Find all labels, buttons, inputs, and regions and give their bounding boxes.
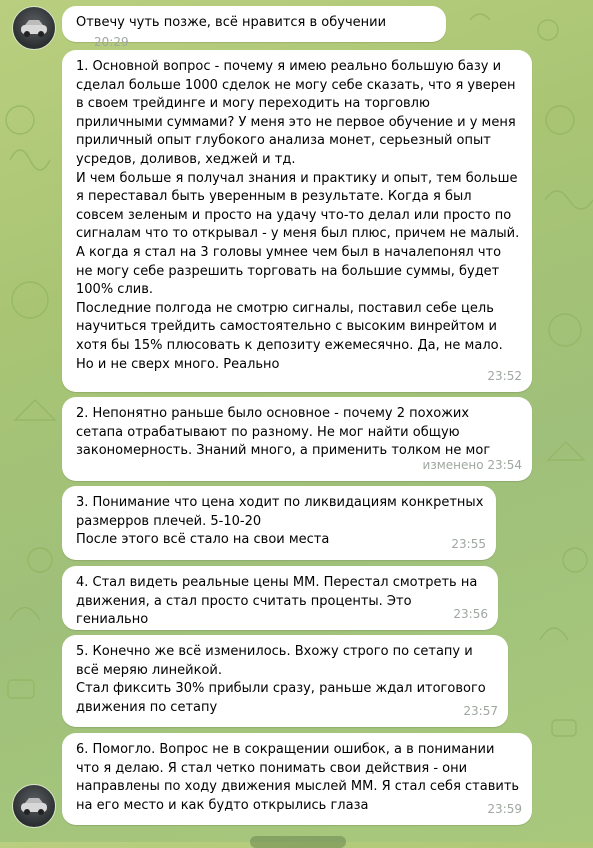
message-bubble[interactable] (62, 6, 446, 49)
message-text: 6. Помогло. Вопрос не в сокращении ошибок, а в понимании что я делаю. Я стал четко понимать свои действия - они направлены по ходу движения мыслей ММ. Я стал себя ставить на его место и как будто открылись глаза (76, 742, 524, 813)
car-avatar-icon (13, 785, 55, 827)
message-text: 3. Понимание что цена ходит по ликвидациям конкретных размерров плечей. 5-10-20 После этого всё стало на свои места (76, 495, 484, 548)
message-time: 23:56 (453, 607, 488, 622)
message-time: 23:54 (487, 458, 522, 473)
message-time: 23:52 (487, 369, 522, 384)
message-text: 1. Основной вопрос - почему я имею реально большую базу и сделал больше 1000 сделок не могу себе сказать, что я уверен в своем трейдинге и могу переходить на торговлю приличными суммами? У меня это не первое обучение и у меня приличный опыт глубокого анализа монет, серьезный опыт усредов, доливов, хеджей и тд. И чем больше я получал знания и практику и опыт, тем больше я переставал быть уверенным в результате. Когда я был совсем зеленым и просто на удачу что-то делал или просто по сигналам что то открывал - у меня был плюс, причем не малый. А когда я стал на 3 головы умнее чем был в началепонял что не могу себе разрешить торговать на большие суммы, будет 100% слив. Последние полгода не смотрю сигналы, поставил себе цель научиться трейдить самостоятельно с высоким винрейтом и хотя бы 15% плюсовать к депозиту ежемесячно. Да, не мало. Но и не сверх много. Реально (76, 59, 520, 372)
message-bubble[interactable] (62, 486, 496, 560)
sender-avatar[interactable] (12, 6, 56, 50)
scroll-to-bottom-pill[interactable] (250, 836, 346, 848)
message-bubble[interactable] (62, 566, 498, 630)
message-text: 2. Непонятно раньше было основное - почему 2 похожих сетапа отрабатывают по разному. Не мог найти общую закономерность. Знаний много, а применить толком не мог (76, 406, 491, 459)
message-text: 4. Стал видеть реальные цены ММ. Перестал смотреть на движения, а стал просто считать проценты. Это гениально (76, 575, 482, 628)
message-bubble[interactable] (62, 397, 532, 481)
message-time: 23:57 (463, 704, 498, 719)
message-bubble[interactable] (62, 50, 532, 392)
message-text: Отвечу чуть позже, всё нравится в обучении (76, 15, 387, 30)
message-time-edited (423, 456, 522, 475)
message-time: 23:59 (487, 802, 522, 817)
car-avatar-icon (13, 7, 55, 49)
message-bubble[interactable] (62, 733, 532, 825)
message-time: 20:29 (94, 34, 129, 49)
message-time: 23:55 (451, 537, 486, 552)
edited-label: изменено (422, 458, 484, 473)
message-text: 5. Конечно же всё изменилось. Вхожу строго по сетапу и всё меряю линейкой. Стал фиксить 30% прибыли сразу, раньше ждал итогового движения по сетапу (76, 644, 486, 715)
sender-avatar[interactable] (12, 784, 56, 828)
message-bubble[interactable] (62, 635, 508, 727)
